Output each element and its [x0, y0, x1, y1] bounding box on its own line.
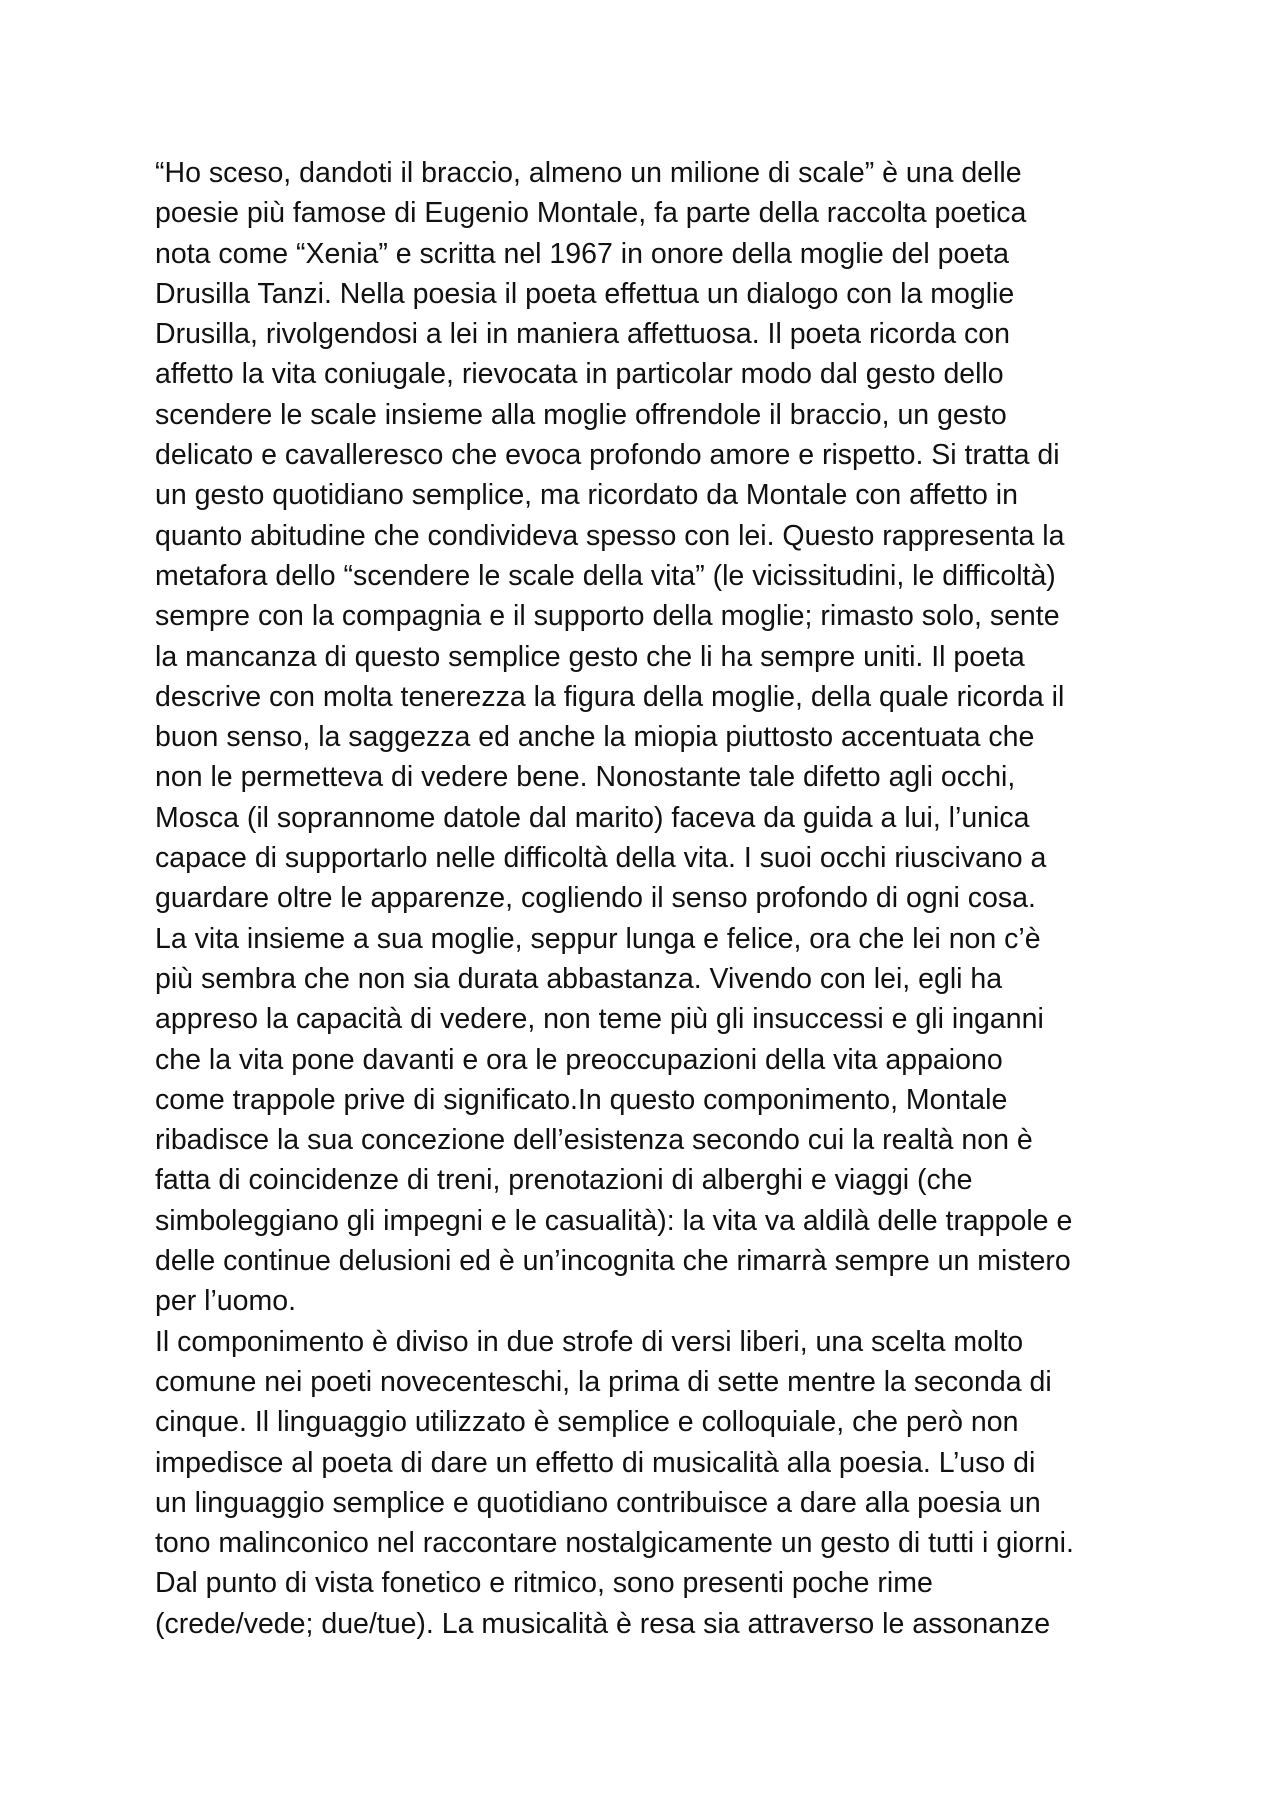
text-line: (crede/vede; due/tue). La musicalità è resa sia attraverso le assonanze [155, 1607, 1051, 1640]
text-line: come trappole prive di significato.In questo componimento, Montale [155, 1083, 1008, 1116]
text-line: affetto la vita coniugale, rievocata in particolar modo dal gesto dello [155, 358, 1004, 391]
text-line: simboleggiano gli impegni e le casualità): la vita va aldilà delle trappole e [155, 1204, 1073, 1237]
text-line: comune nei poeti novecenteschi, la prima di sette mentre la seconda di [155, 1365, 1052, 1398]
text-line: quanto abitudine che condivideva spesso con lei. Questo rappresenta la [155, 519, 1065, 552]
essay-text [155, 153, 1145, 1644]
text-line: Mosca (il soprannome datole dal marito) faceva da guida a lui, l’unica [155, 801, 1030, 834]
text-line: delicato e cavalleresco che evoca profondo amore e rispetto. Si tratta di [155, 439, 1060, 472]
text-line: metafora dello “scendere le scale della vita” (le vicissitudini, le difficoltà) [155, 559, 1056, 592]
text-line: Drusilla Tanzi. Nella poesia il poeta effettua un dialogo con la moglie [155, 277, 1015, 310]
text-line: ribadisce la sua concezione dell’esistenza secondo cui la realtà non è [155, 1124, 1033, 1157]
text-line: fatta di coincidenze di treni, prenotazioni di alberghi e viaggi (che [155, 1164, 973, 1197]
text-line: La vita insieme a sua moglie, seppur lunga e felice, ora che lei non c’è [155, 922, 1041, 955]
text-line: poesie più famose di Eugenio Montale, fa parte della raccolta poetica [155, 197, 1027, 230]
text-line: per l’uomo. [155, 1285, 296, 1318]
text-line: Drusilla, rivolgendosi a lei in maniera affettuosa. Il poeta ricorda con [155, 318, 1010, 351]
text-line: appreso la capacità di vedere, non teme più gli insuccessi e gli inganni [155, 1003, 1044, 1036]
text-line: che la vita pone davanti e ora le preoccupazioni della vita appaiono [155, 1043, 1003, 1076]
text-line: tono malinconico nel raccontare nostalgicamente un gesto di tutti i giorni. [155, 1527, 1074, 1560]
text-line: scendere le scale insieme alla moglie offrendole il braccio, un gesto [155, 398, 1007, 431]
text-line: impedisce al poeta di dare un effetto di musicalità alla poesia. L’uso di [155, 1446, 1036, 1479]
text-line: un linguaggio semplice e quotidiano contribuisce a dare alla poesia un [155, 1486, 1041, 1519]
text-line: guardare oltre le apparenze, cogliendo il senso profondo di ogni cosa. [155, 882, 1036, 915]
text-line: più sembra che non sia durata abbastanza. Vivendo con lei, egli ha [155, 962, 1003, 995]
text-line: buon senso, la saggezza ed anche la miopia piuttosto accentuata che [155, 721, 1035, 754]
text-line: “Ho sceso, dandoti il braccio, almeno un milione di scale” è una delle [155, 157, 1022, 189]
text-line: capace di supportarlo nelle difficoltà della vita. I suoi occhi riuscivano a [155, 842, 1047, 875]
text-line: delle continue delusioni ed è un’incognita che rimarrà sempre un mistero [155, 1245, 1071, 1278]
text-line: nota come “Xenia” e scritta nel 1967 in onore della moglie del poeta [155, 237, 1009, 270]
text-line: Il componimento è diviso in due strofe di versi liberi, una scelta molto [155, 1325, 1024, 1358]
text-line: sempre con la compagnia e il supporto della moglie; rimasto solo, sente [155, 600, 1060, 633]
text-line: non le permetteva di vedere bene. Nonostante tale difetto agli occhi, [155, 761, 1016, 794]
text-line: cinque. Il linguaggio utilizzato è semplice e colloquiale, che però non [155, 1406, 1019, 1439]
text-line: un gesto quotidiano semplice, ma ricordato da Montale con affetto in [155, 479, 1018, 512]
text-line: la mancanza di questo semplice gesto che li ha sempre uniti. Il poeta [155, 640, 1025, 673]
text-line: descrive con molta tenerezza la figura della moglie, della quale ricorda il [155, 680, 1065, 713]
text-line: Dal punto di vista fonetico e ritmico, sono presenti poche rime [155, 1567, 933, 1600]
